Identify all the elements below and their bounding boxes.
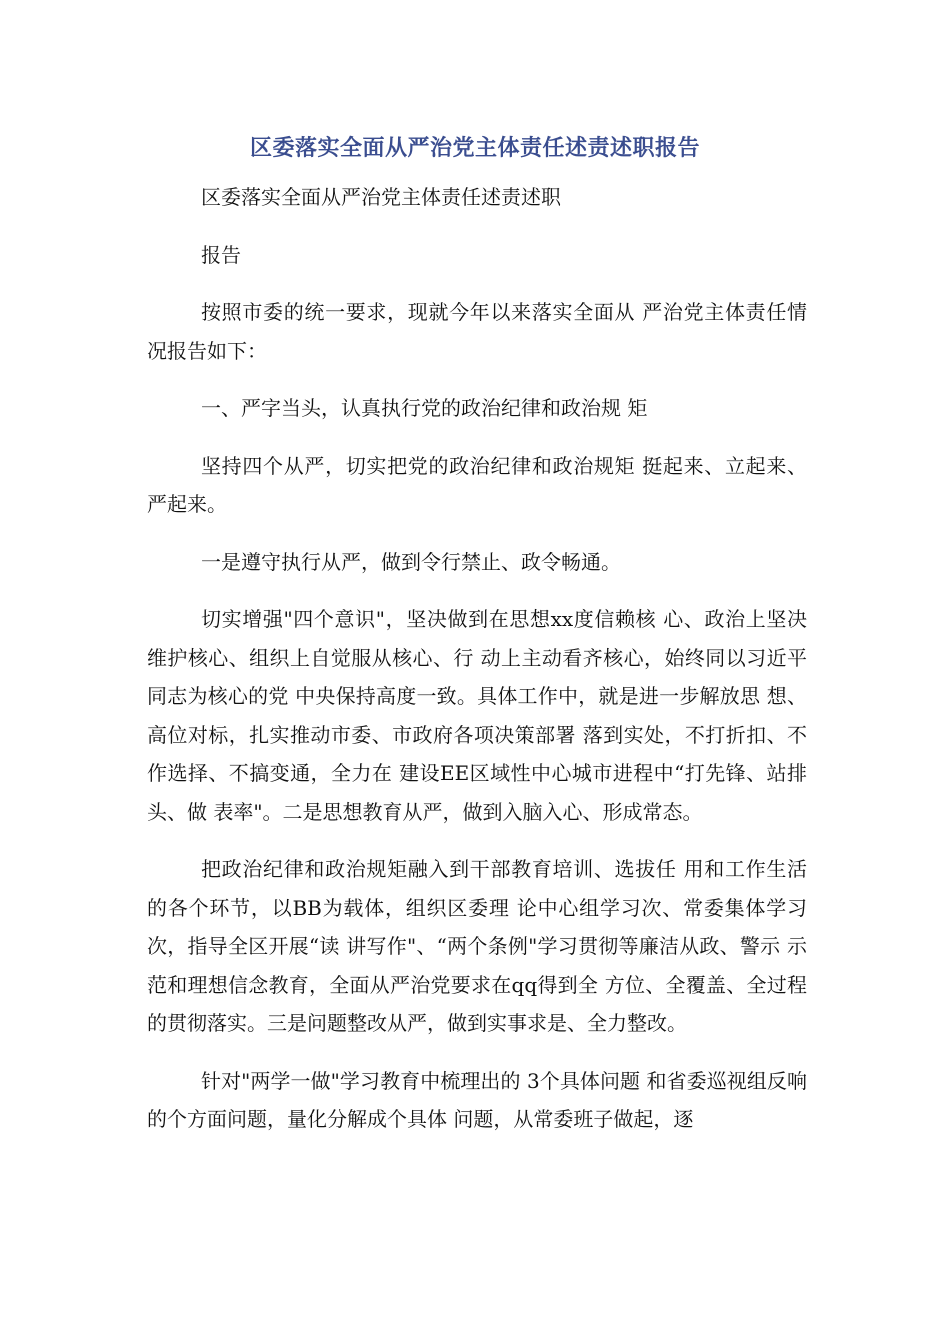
- section-heading-1: 一、严字当头，认真执行党的政治纪律和政治规 矩: [201, 396, 648, 420]
- paragraph-four-strict: 坚持四个从严，切实把党的政治纪律和政治规矩 挺起来、立起来、严起来。: [147, 453, 807, 516]
- paragraph-rectification: 针对"两学一做"学习教育中梳理出的 3个具体问题 和省委巡视组反响的个方面问题，量化分解成个具体 问题，从常委班子做起，逐: [147, 1068, 807, 1131]
- paragraph-four-awareness: 切实增强"四个意识"，坚决做到在思想xx度信赖核 心、政治上坚决维护核心、组织上自觉服从核心、行 动上主动看齐核心，始终同以习近平同志为核心的党 中央保持高度一致。具体工作中，就是进一步解放思 想、高位对标，扎实推动市委、市政府各项决策部署 落到实处，不打折扣、不作选择、不搞变通，全力在 建设EE区域性中心城市进程中“打先锋、站排头、做 表率"。二是思想教育从严，做到入脑入心、形成常态。: [147, 607, 807, 824]
- document-title: 区委落实全面从严治党主体责任述责述职报告: [249, 136, 700, 161]
- paragraph-point-one: 一是遵守执行从严，做到令行禁止、政令畅通。: [201, 549, 621, 574]
- paragraph-subtitle-line-2: 报告: [201, 242, 241, 267]
- paragraph-education: 把政治纪律和政治规矩融入到干部教育培训、选拔任 用和工作生活的各个环节，以BB为载体，组织区委理 论中心组学习次、常委集体学习次，指导全区开展“读 讲写作"、“两个条例"学习贯彻等廉洁从政、警示 示范和理想信念教育，全面从严治党要求在qq得到全 方位、全覆盖、全过程的贯彻落实。三是问题整改从严，做到实事求是、全力整改。: [147, 857, 807, 1035]
- paragraph-intro: 按照市委的统一要求，现就今年以来落实全面从 严治党主体责任情况报告如下：: [147, 300, 807, 363]
- document-body: [147, 178, 807, 1158]
- paragraph-subtitle-line-1: 区委落实全面从严治党主体责任述责述职: [201, 185, 561, 209]
